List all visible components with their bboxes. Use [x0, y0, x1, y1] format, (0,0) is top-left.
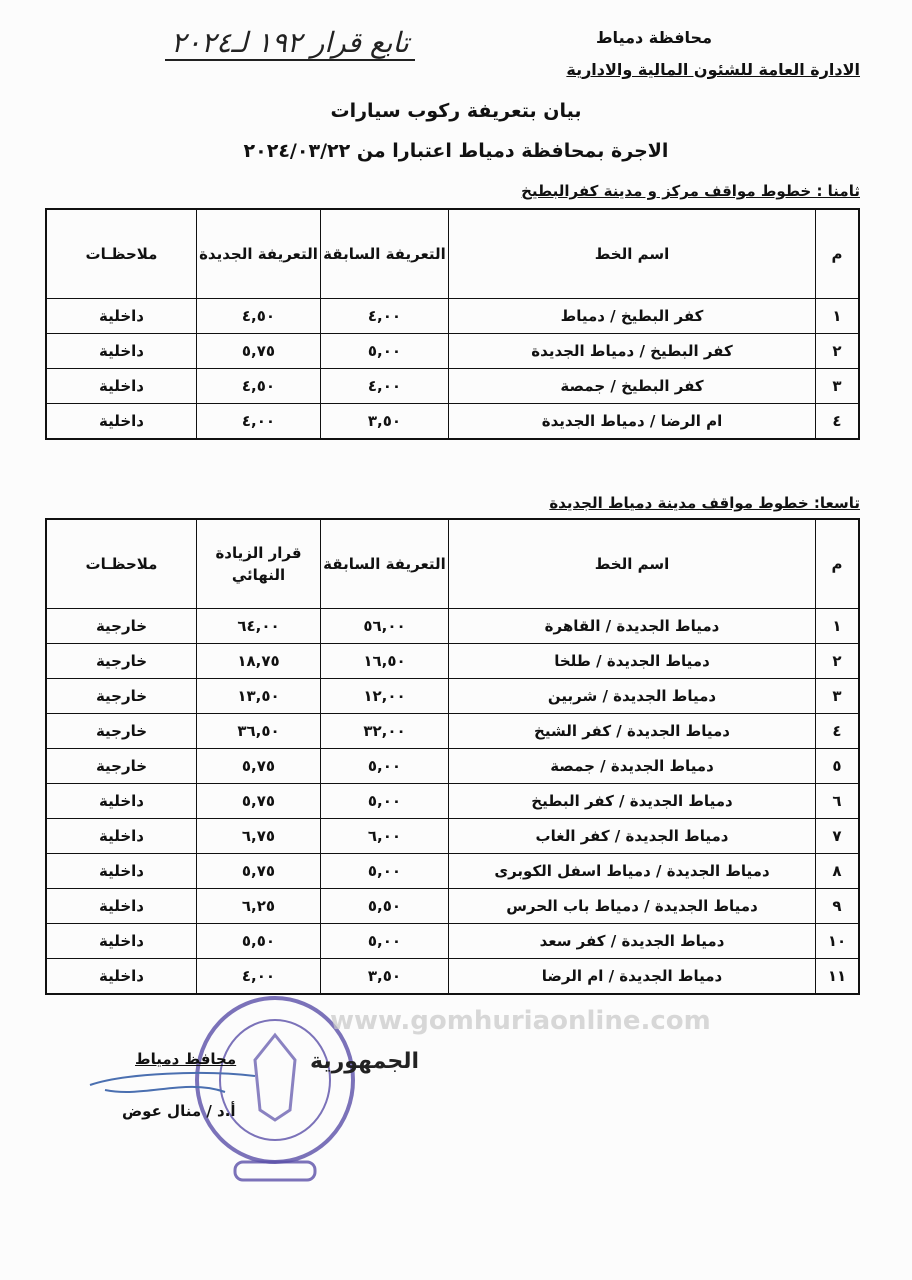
- cell-route-name: كفر البطيخ / جمصة: [449, 369, 816, 404]
- governorate-name: محافظة دمياط: [595, 28, 712, 47]
- cell-index: ٣: [816, 679, 860, 714]
- table-row: [46, 404, 859, 440]
- cell-notes: داخلية: [46, 959, 197, 995]
- cell-new-fare: ٤,٠٠: [197, 404, 321, 440]
- cell-index: ١: [816, 609, 860, 644]
- cell-previous-fare: ٥,٠٠: [321, 334, 449, 369]
- signatory-name: أ.د / منال عوض: [122, 1102, 236, 1120]
- cell-notes: داخلية: [46, 404, 197, 440]
- table-row: [46, 299, 859, 334]
- cell-route-name: دمياط الجديدة / كفر الشيخ: [449, 714, 816, 749]
- cell-new-fare: ٤,٥٠: [197, 299, 321, 334]
- cell-notes: داخلية: [46, 784, 197, 819]
- header-route-name: اسم الخط: [449, 519, 816, 609]
- header-row: [46, 519, 859, 609]
- cell-previous-fare: ١٢,٠٠: [321, 679, 449, 714]
- cell-route-name: دمياط الجديدة / دمياط اسفل الكوبرى: [449, 854, 816, 889]
- header-row: [46, 209, 859, 299]
- cell-route-name: كفر البطيخ / دمياط: [449, 299, 816, 334]
- table-row: [46, 334, 859, 369]
- section-9-title: تاسعا: خطوط مواقف مدينة دمياط الجديدة: [549, 494, 860, 512]
- header-route-name: اسم الخط: [449, 209, 816, 299]
- cell-notes: خارجية: [46, 679, 197, 714]
- title-line-1: بيان بتعريفة ركوب سيارات: [330, 100, 582, 122]
- cell-index: ١: [816, 299, 860, 334]
- cell-previous-fare: ٥,٠٠: [321, 854, 449, 889]
- header-previous-fare: التعريفة السابقة: [321, 209, 449, 299]
- cell-notes: داخلية: [46, 369, 197, 404]
- cell-index: ٥: [816, 749, 860, 784]
- cell-previous-fare: ١٦,٥٠: [321, 644, 449, 679]
- cell-notes: خارجية: [46, 644, 197, 679]
- cell-route-name: دمياط الجديدة / دمياط باب الحرس: [449, 889, 816, 924]
- cell-index: ٣: [816, 369, 860, 404]
- cell-new-fare: ٦,٢٥: [197, 889, 321, 924]
- cell-route-name: دمياط الجديدة / كفر البطيخ: [449, 784, 816, 819]
- cell-new-fare: ٥,٧٥: [197, 784, 321, 819]
- cell-index: ٩: [816, 889, 860, 924]
- cell-route-name: ام الرضا / دمياط الجديدة: [449, 404, 816, 440]
- cell-new-fare: ٣٦,٥٠: [197, 714, 321, 749]
- cell-previous-fare: ٣,٥٠: [321, 404, 449, 440]
- section-8-table: [45, 208, 860, 440]
- cell-route-name: دمياط الجديدة / ام الرضا: [449, 959, 816, 995]
- cell-notes: داخلية: [46, 299, 197, 334]
- cell-index: ٨: [816, 854, 860, 889]
- cell-new-fare: ٥,٧٥: [197, 749, 321, 784]
- cell-notes: خارجية: [46, 609, 197, 644]
- cell-route-name: دمياط الجديدة / شربين: [449, 679, 816, 714]
- header-notes: ملاحظـات: [46, 209, 197, 299]
- table-row: [46, 609, 859, 644]
- cell-new-fare: ٦,٧٥: [197, 819, 321, 854]
- section-9-table: [45, 518, 860, 995]
- header-new-fare: قرار الزيادة النهائي: [197, 519, 321, 609]
- cell-notes: داخلية: [46, 819, 197, 854]
- cell-index: ٤: [816, 714, 860, 749]
- cell-route-name: دمياط الجديدة / القاهرة: [449, 609, 816, 644]
- table-row: [46, 959, 859, 995]
- cell-index: ٤: [816, 404, 860, 440]
- cell-new-fare: ٦٤,٠٠: [197, 609, 321, 644]
- cell-notes: داخلية: [46, 889, 197, 924]
- table-row: [46, 854, 859, 889]
- cell-index: ٧: [816, 819, 860, 854]
- cell-new-fare: ٥,٧٥: [197, 334, 321, 369]
- cell-index: ٢: [816, 334, 860, 369]
- cell-route-name: دمياط الجديدة / جمصة: [449, 749, 816, 784]
- section-8-title: ثامنا : خطوط مواقف مركز و مدينة كفرالبطيخ: [521, 182, 860, 200]
- cell-route-name: دمياط الجديدة / كفر سعد: [449, 924, 816, 959]
- cell-notes: داخلية: [46, 334, 197, 369]
- header-new-fare: التعريفة الجديدة: [197, 209, 321, 299]
- cell-new-fare: ١٣,٥٠: [197, 679, 321, 714]
- cell-previous-fare: ٥,٠٠: [321, 784, 449, 819]
- cell-previous-fare: ٣,٥٠: [321, 959, 449, 995]
- cell-new-fare: ٤,٥٠: [197, 369, 321, 404]
- cell-previous-fare: ٥٦,٠٠: [321, 609, 449, 644]
- cell-previous-fare: ٥,٥٠: [321, 889, 449, 924]
- cell-route-name: كفر البطيخ / دمياط الجديدة: [449, 334, 816, 369]
- table-row: [46, 784, 859, 819]
- table-row: [46, 644, 859, 679]
- cell-new-fare: ٤,٠٠: [197, 959, 321, 995]
- table-row: [46, 749, 859, 784]
- title-line-2: الاجرة بمحافظة دمياط اعتبارا من ٢٠٢٤/٠٣/٢٢: [243, 140, 669, 162]
- cell-route-name: دمياط الجديدة / كفر الغاب: [449, 819, 816, 854]
- signature-scribble: [85, 1070, 265, 1100]
- header-index: م: [816, 209, 860, 299]
- cell-notes: خارجية: [46, 714, 197, 749]
- handwritten-note: تابع قرار ١٩٢ لـ٢٠٢٤: [165, 26, 415, 61]
- table-row: [46, 924, 859, 959]
- table-row: [46, 369, 859, 404]
- cell-route-name: دمياط الجديدة / طلخا: [449, 644, 816, 679]
- cell-previous-fare: ٤,٠٠: [321, 369, 449, 404]
- cell-previous-fare: ٥,٠٠: [321, 924, 449, 959]
- cell-index: ٢: [816, 644, 860, 679]
- cell-notes: داخلية: [46, 924, 197, 959]
- cell-previous-fare: ٣٢,٠٠: [321, 714, 449, 749]
- table-row: [46, 819, 859, 854]
- header-notes: ملاحظـات: [46, 519, 197, 609]
- signature-title: محافظ دمياط: [135, 1050, 237, 1068]
- cell-new-fare: ٥,٧٥: [197, 854, 321, 889]
- cell-new-fare: ٥,٥٠: [197, 924, 321, 959]
- cell-notes: داخلية: [46, 854, 197, 889]
- department-name: الادارة العامة للشئون المالية والادارية: [566, 60, 860, 79]
- header-index: م: [816, 519, 860, 609]
- table-row: [46, 714, 859, 749]
- cell-previous-fare: ٤,٠٠: [321, 299, 449, 334]
- cell-notes: خارجية: [46, 749, 197, 784]
- cell-previous-fare: ٥,٠٠: [321, 749, 449, 784]
- cell-previous-fare: ٦,٠٠: [321, 819, 449, 854]
- table-row: [46, 679, 859, 714]
- cell-index: ١١: [816, 959, 860, 995]
- cell-new-fare: ١٨,٧٥: [197, 644, 321, 679]
- table-row: [46, 889, 859, 924]
- header-previous-fare: التعريفة السابقة: [321, 519, 449, 609]
- newspaper-logo: الجمهورية: [310, 1049, 419, 1074]
- watermark-url: www.gomhuriaonline.com: [330, 1006, 711, 1036]
- cell-index: ٦: [816, 784, 860, 819]
- cell-index: ١٠: [816, 924, 860, 959]
